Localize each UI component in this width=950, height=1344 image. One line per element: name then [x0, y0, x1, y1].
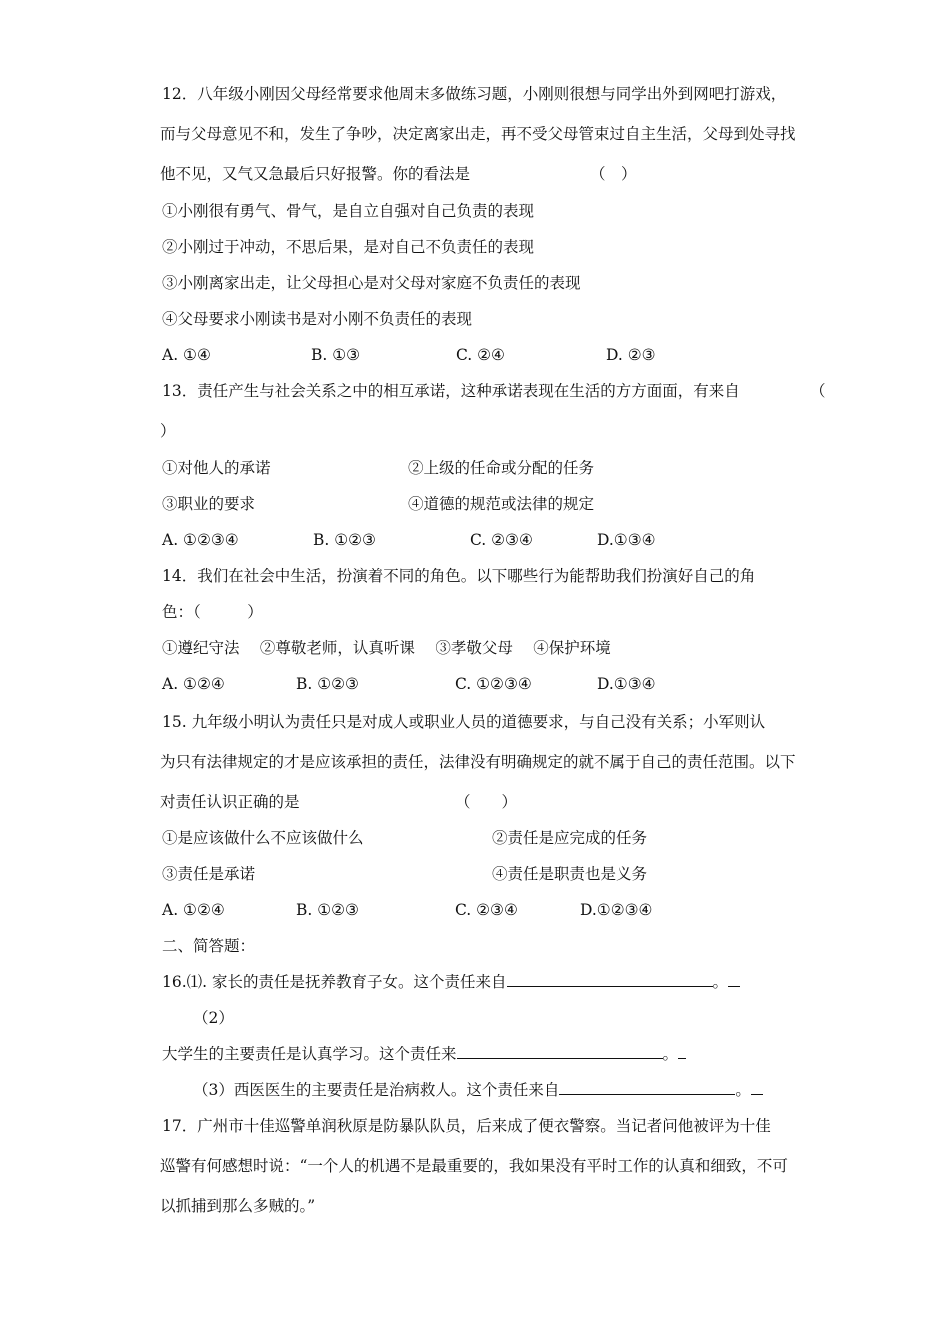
q16-blank-3[interactable]	[559, 1080, 735, 1095]
q16-blank-1[interactable]	[507, 972, 713, 987]
q14-options: ①遵纪守法 ②尊敬老师，认真听课 ③孝敬父母 ④保护环境	[162, 639, 611, 657]
q15-stem-line-2: 为只有法律规定的才是应该承担的责任，法律没有明确规定的就不属于自己的责任范围。以下	[160, 753, 796, 771]
q15-option-4: ④责任是职责也是义务	[492, 865, 648, 883]
q13-option-4: ④道德的规范或法律的规定	[408, 495, 595, 513]
q16-part-1	[162, 972, 740, 992]
q12-stem-line-3: 他不见，又气又急最后只好报警。你的看法是	[160, 165, 471, 183]
q15-option-1: ①是应该做什么不应该做什么	[162, 829, 364, 847]
q13-choice-b: B. ①②③	[313, 531, 376, 549]
q12-choice-c: C. ②④	[456, 346, 505, 364]
q15-choice-c: C. ②③④	[455, 901, 518, 919]
q13-option-1: ①对他人的承诺	[162, 459, 271, 477]
q16-part-2-label: （2）	[193, 1009, 234, 1027]
q15-stem-line-3: 对责任认识正确的是	[160, 793, 300, 811]
q13-option-3: ③职业的要求	[162, 495, 256, 513]
q12-stem-line-1: 12．八年级小刚因父母经常要求他周末多做练习题，小刚则很想与同学出外到网吧打游戏，	[162, 85, 787, 103]
q13-choice-d: D.①③④	[597, 531, 656, 549]
q16-part-1-text: 16.⑴. 家长的责任是抚养教育子女。这个责任来自	[162, 973, 507, 991]
q16-blank-1-tail	[728, 972, 740, 987]
q16-blank-2-tail	[678, 1044, 686, 1059]
q16-blank-3-tail	[751, 1080, 763, 1095]
section-heading: 二、简答题：	[162, 937, 256, 955]
q13-stem-line-1: 13．责任产生与社会关系之中的相互承诺，这种承诺表现在生活的方方面面，有来自	[162, 382, 740, 400]
q16-part-2	[162, 1044, 686, 1064]
q16-blank-2[interactable]	[457, 1044, 663, 1059]
q12-option-3: ③小刚离家出走，让父母担心是对父母对家庭不负责任的表现	[162, 274, 581, 292]
q12-choice-a: A. ①④	[162, 346, 211, 364]
q15-option-2: ②责任是应完成的任务	[492, 829, 648, 847]
q14-choice-b: B. ①②③	[296, 675, 359, 693]
q15-answer-paren: （ ）	[455, 793, 518, 811]
q12-choice-b: B. ①③	[311, 346, 361, 364]
q15-choice-d: D.①②③④	[580, 901, 653, 919]
q17-line-1: 17．广州市十佳巡警单润秋原是防暴队队员，后来成了便衣警察。当记者问他被评为十佳	[162, 1117, 771, 1135]
q13-paren-open: （	[810, 382, 826, 400]
q13-choice-a: A. ①②③④	[162, 531, 239, 549]
q15-stem-line-1: 15. 九年级小明认为责任只是对成人或职业人员的道德要求，与自己没有关系；小军则认	[162, 713, 766, 731]
q15-choice-b: B. ①②③	[296, 901, 359, 919]
q14-stem-line-1: 14．我们在社会中生活，扮演着不同的角色。以下哪些行为能帮助我们扮演好自己的角	[162, 567, 756, 585]
q16-part-3-end: 。	[735, 1081, 751, 1099]
q16-part-3-text: （3）西医医生的主要责任是治病救人。这个责任来自	[193, 1081, 560, 1099]
q12-option-2: ②小刚过于冲动，不思后果，是对自己不负责任的表现	[162, 238, 535, 256]
q17-line-2: 巡警有何感想时说：“一个人的机遇不是最重要的，我如果没有平时工作的认真和细致，不可	[160, 1157, 788, 1175]
q14-choice-c: C. ①②③④	[455, 675, 532, 693]
q16-part-1-end: 。	[712, 973, 729, 991]
q15-option-3: ③责任是承诺	[162, 865, 256, 883]
q15-choice-a: A. ①②④	[162, 901, 225, 919]
q13-choice-c: C. ②③④	[470, 531, 533, 549]
q12-choice-d: D. ②③	[606, 346, 656, 364]
q17-line-3: 以抓捕到那么多贼的。”	[160, 1197, 316, 1215]
q12-stem-line-2: 而与父母意见不和，发生了争吵，决定离家出走，再不受父母管束过自主生活，父母到处寻找	[160, 125, 796, 143]
q12-option-4: ④父母要求小刚读书是对小刚不负责任的表现	[162, 310, 473, 328]
q16-part-2-end: 。	[662, 1045, 679, 1063]
q14-choice-a: A. ①②④	[162, 675, 225, 693]
q13-paren-close: ）	[160, 422, 176, 440]
q16-part-3	[193, 1080, 763, 1100]
q13-option-2: ②上级的任命或分配的任务	[408, 459, 595, 477]
q12-option-1: ①小刚很有勇气、骨气，是自立自强对自己负责的表现	[162, 202, 535, 220]
q12-answer-paren: （ ）	[590, 165, 637, 183]
q14-choice-d: D.①③④	[597, 675, 656, 693]
q16-part-2-text: 大学生的主要责任是认真学习。这个责任来	[162, 1045, 457, 1063]
q14-stem-line-2: 色：（ ）	[162, 603, 263, 621]
